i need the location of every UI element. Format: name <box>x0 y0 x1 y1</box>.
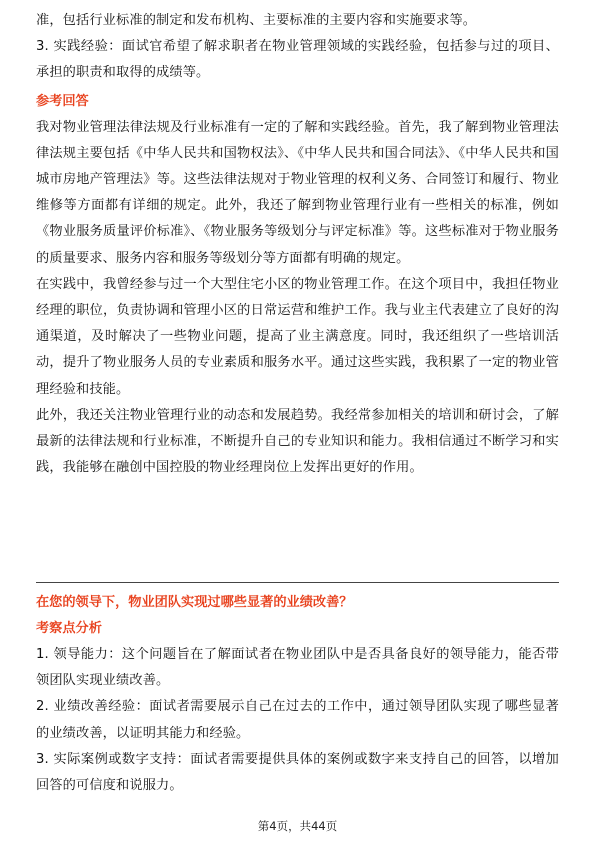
section-2 <box>36 590 559 799</box>
analysis-heading: 考察点分析 <box>36 621 102 636</box>
answer-paragraph-2: 在实践中，我曾经参与过一个大型住宅小区的物业管理工作。在这个项目中，我担任物业经理的职位，负责协调和管理小区的日常运营和维护工作。我与业主代表建立了良好的沟通渠道，及时解决了一些物业问题，提高了业主满意度。同时，我还组织了一些培训活动，提升了物业服务人员的专业素质和服务水平。通过这些实践，我积累了一定的物业管理经验和技能。 <box>36 276 559 397</box>
answer-paragraph-1: 我对物业管理法律法规及行业标准有一定的了解和实践经验。首先，我了解到物业管理法律法规主要包括《中华人民共和国物权法》、《中华人民共和国合同法》、《中华人民共和国城市房地产管理法》等。这些法律法规对于物业管理的权利义务、合同签订和履行、物业维修等方面都有详细的规定。此外，我还了解到物业管理行业有一些相关的标准，例如《物业服务质量评价标准》、《物业服务等级划分与评定标准》等。这些标准对于物业服务的质量要求、服务内容和服务等级划分等方面都有明确的规定。 <box>36 119 559 266</box>
page-number-footer: 第4页，共44页 <box>257 819 338 833</box>
analysis-point-3: 3. 实际案例或数字支持：面试者需要提供具体的案例或数字来支持自己的回答，以增加回答的可信度和说服力。 <box>36 751 559 794</box>
analysis-point-1: 1. 领导能力：这个问题旨在了解面试者在物业团队中是否具备良好的领导能力，能否带领团队实现业绩改善。 <box>36 647 559 689</box>
section-1 <box>36 8 559 481</box>
practice-experience-point: 3. 实践经验：面试官希望了解求职者在物业管理领域的实践经验，包括参与过的项目、承担的职责和取得的成绩等。 <box>36 39 559 81</box>
analysis-point-2: 2. 业绩改善经验：面试者需要展示自己在过去的工作中，通过领导团队实现了哪些显著的业绩改善，以证明其能力和经验。 <box>36 699 559 741</box>
reference-answer-heading: 参考回答 <box>36 93 89 109</box>
answer-paragraph-3: 此外，我还关注物业管理行业的动态和发展趋势。我经常参加相关的培训和研讨会，了解最新的法律法规和行业标准，不断提升自己的专业知识和能力。我相信通过不断学习和实践，我能够在融创中国控股的物业经理岗位上发挥出更好的作用。 <box>36 407 559 476</box>
section-divider <box>36 582 559 583</box>
continued-text-line: 准，包括行业标准的制定和发布机构、主要标准的主要内容和实施要求等。 <box>36 13 477 28</box>
question-heading: 在您的领导下，物业团队实现过哪些显著的业绩改善？ <box>36 595 353 610</box>
